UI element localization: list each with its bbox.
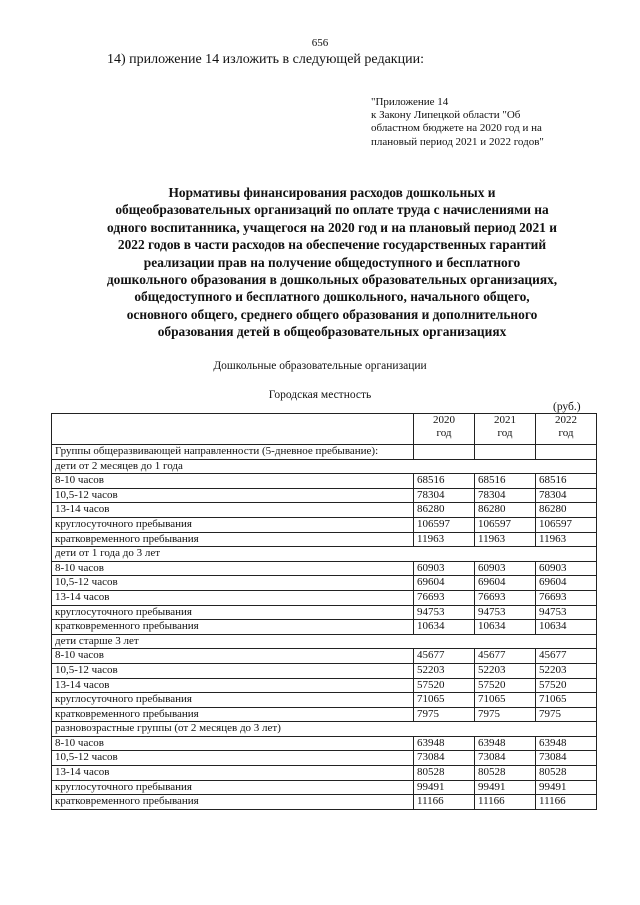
table-row (52, 517, 597, 532)
value-cell: 78304 (414, 488, 475, 503)
table-row (52, 532, 597, 547)
value-cell: 57520 (475, 678, 536, 693)
value-cell: 69604 (536, 576, 597, 591)
value-cell: 106597 (414, 517, 475, 532)
header-year-label: год (497, 426, 513, 439)
row-label: 13-14 часов (52, 503, 414, 518)
value-cell (475, 445, 536, 460)
header-year: 2022 (555, 414, 577, 426)
value-cell: 63948 (475, 736, 536, 751)
value-cell: 78304 (475, 488, 536, 503)
value-cell: 71065 (536, 693, 597, 708)
value-cell: 106597 (536, 517, 597, 532)
value-cell: 68516 (475, 474, 536, 489)
row-label: 13-14 часов (52, 766, 414, 781)
value-cell: 52203 (475, 663, 536, 678)
table-row (52, 736, 597, 751)
row-label: дети старше 3 лет (52, 634, 597, 649)
value-cell: 11166 (536, 795, 597, 810)
value-cell: 80528 (475, 766, 536, 781)
row-label: разновозрастные группы (от 2 месяцев до 3 лет) (52, 722, 597, 737)
value-cell: 76693 (536, 590, 597, 605)
table-row (52, 795, 597, 810)
value-cell: 7975 (475, 707, 536, 722)
row-label: 10,5-12 часов (52, 576, 414, 591)
value-cell: 73084 (475, 751, 536, 766)
table-row (52, 634, 597, 649)
subsection-title: Городская местность (268, 389, 372, 401)
value-cell: 57520 (414, 678, 475, 693)
table-row (52, 620, 597, 635)
row-label: круглосуточного пребывания (52, 780, 414, 795)
value-cell: 106597 (475, 517, 536, 532)
header-year-2022 (536, 414, 597, 445)
row-label: 8-10 часов (52, 561, 414, 576)
value-cell (414, 445, 475, 460)
title-line: образования детей в общеобразовательных организациях (157, 324, 507, 340)
value-cell: 60903 (414, 561, 475, 576)
table-row (52, 766, 597, 781)
value-cell: 94753 (414, 605, 475, 620)
value-cell: 86280 (536, 503, 597, 518)
value-cell: 10634 (536, 620, 597, 635)
row-label: 13-14 часов (52, 678, 414, 693)
value-cell: 71065 (414, 693, 475, 708)
value-cell: 10634 (414, 620, 475, 635)
row-label: 10,5-12 часов (52, 751, 414, 766)
row-label: дети от 1 года до 3 лет (52, 547, 597, 562)
table-row (52, 590, 597, 605)
table-row (52, 707, 597, 722)
value-cell: 73084 (414, 751, 475, 766)
row-label: кратковременного пребывания (52, 532, 414, 547)
value-cell: 69604 (414, 576, 475, 591)
value-cell: 11963 (414, 532, 475, 547)
header-year-2021 (475, 414, 536, 445)
value-cell: 94753 (475, 605, 536, 620)
value-cell: 60903 (536, 561, 597, 576)
row-label: 10,5-12 часов (52, 488, 414, 503)
table-row (52, 561, 597, 576)
value-cell: 80528 (414, 766, 475, 781)
table-row (52, 780, 597, 795)
value-cell: 94753 (536, 605, 597, 620)
table-row (52, 722, 597, 737)
units-label: (руб.) (553, 401, 581, 413)
table-row (52, 445, 597, 460)
row-label: дети от 2 месяцев до 1 года (52, 459, 597, 474)
value-cell: 7975 (414, 707, 475, 722)
value-cell: 45677 (536, 649, 597, 664)
row-label: круглосуточного пребывания (52, 693, 414, 708)
value-cell: 86280 (475, 503, 536, 518)
table-row (52, 678, 597, 693)
value-cell: 99491 (536, 780, 597, 795)
value-cell (536, 445, 597, 460)
value-cell: 45677 (414, 649, 475, 664)
table-row (52, 649, 597, 664)
table-header-row (52, 414, 597, 445)
header-year-2020 (414, 414, 475, 445)
table-row (52, 488, 597, 503)
title-line: основного общего, среднего общего образования и дополнительного (126, 306, 538, 322)
table-row (52, 503, 597, 518)
value-cell: 99491 (414, 780, 475, 795)
table-row (52, 547, 597, 562)
row-label: 8-10 часов (52, 649, 414, 664)
appendix-note-line: к Закону Липецкой области "Об (371, 109, 521, 122)
value-cell: 11166 (414, 795, 475, 810)
table-row (52, 693, 597, 708)
value-cell: 68516 (414, 474, 475, 489)
title-line: реализации прав на получение общедоступного и бесплатного (143, 254, 521, 270)
appendix-note (371, 96, 601, 149)
page-number: 656 (311, 37, 329, 49)
value-cell: 69604 (475, 576, 536, 591)
row-label: Группы общеразвивающей направленности (5-дневное пребывание): (52, 445, 414, 460)
value-cell: 73084 (536, 751, 597, 766)
value-cell: 63948 (414, 736, 475, 751)
value-cell: 57520 (536, 678, 597, 693)
value-cell: 76693 (414, 590, 475, 605)
appendix-note-line: областном бюджете на 2020 год и на (371, 122, 542, 135)
section-title: Дошкольные образовательные организации (213, 360, 427, 372)
table-row (52, 576, 597, 591)
title-line: одного воспитанника, учащегося на 2020 год и на плановый период 2021 и (107, 219, 557, 235)
value-cell: 86280 (414, 503, 475, 518)
title-line: общеобразовательных организаций по оплате труда с начислениями на (115, 202, 549, 218)
row-label: кратковременного пребывания (52, 795, 414, 810)
row-label: кратковременного пребывания (52, 620, 414, 635)
row-label: 8-10 часов (52, 736, 414, 751)
row-label: круглосуточного пребывания (52, 517, 414, 532)
value-cell: 71065 (475, 693, 536, 708)
value-cell: 99491 (475, 780, 536, 795)
row-label: круглосуточного пребывания (52, 605, 414, 620)
financing-norms-table (51, 413, 597, 810)
value-cell: 80528 (536, 766, 597, 781)
value-cell: 78304 (536, 488, 597, 503)
amendment-instruction: 14) приложение 14 изложить в следующей редакции: (107, 52, 424, 67)
value-cell: 11166 (475, 795, 536, 810)
header-empty-cell (52, 414, 414, 445)
row-label: 13-14 часов (52, 590, 414, 605)
value-cell: 45677 (475, 649, 536, 664)
value-cell: 11963 (475, 532, 536, 547)
table-row (52, 474, 597, 489)
value-cell: 68516 (536, 474, 597, 489)
value-cell: 76693 (475, 590, 536, 605)
value-cell: 10634 (475, 620, 536, 635)
document-title (72, 184, 592, 341)
appendix-note-line: плановый период 2021 и 2022 годов" (371, 135, 544, 148)
row-label: кратковременного пребывания (52, 707, 414, 722)
value-cell: 7975 (536, 707, 597, 722)
header-year: 2021 (494, 414, 516, 426)
table-row (52, 605, 597, 620)
title-line: дошкольного образования в дошкольных образовательных организациях, (106, 272, 558, 288)
title-line: Нормативы финансирования расходов дошкольных и (168, 185, 496, 200)
appendix-note-line: "Приложение 14 (371, 96, 449, 108)
value-cell: 60903 (475, 561, 536, 576)
value-cell: 52203 (414, 663, 475, 678)
value-cell: 52203 (536, 663, 597, 678)
value-cell: 11963 (536, 532, 597, 547)
table-row (52, 751, 597, 766)
header-year-label: год (436, 426, 452, 439)
table-row (52, 663, 597, 678)
title-line: общедоступного и бесплатного дошкольного, начального общего, (134, 289, 530, 305)
value-cell: 63948 (536, 736, 597, 751)
table-body (52, 414, 597, 810)
title-line: 2022 годов в части расходов на обеспечение государственных гарантий (117, 237, 547, 253)
header-year: 2020 (433, 414, 455, 426)
table-row (52, 459, 597, 474)
header-year-label: год (558, 426, 574, 439)
row-label: 10,5-12 часов (52, 663, 414, 678)
row-label: 8-10 часов (52, 474, 414, 489)
